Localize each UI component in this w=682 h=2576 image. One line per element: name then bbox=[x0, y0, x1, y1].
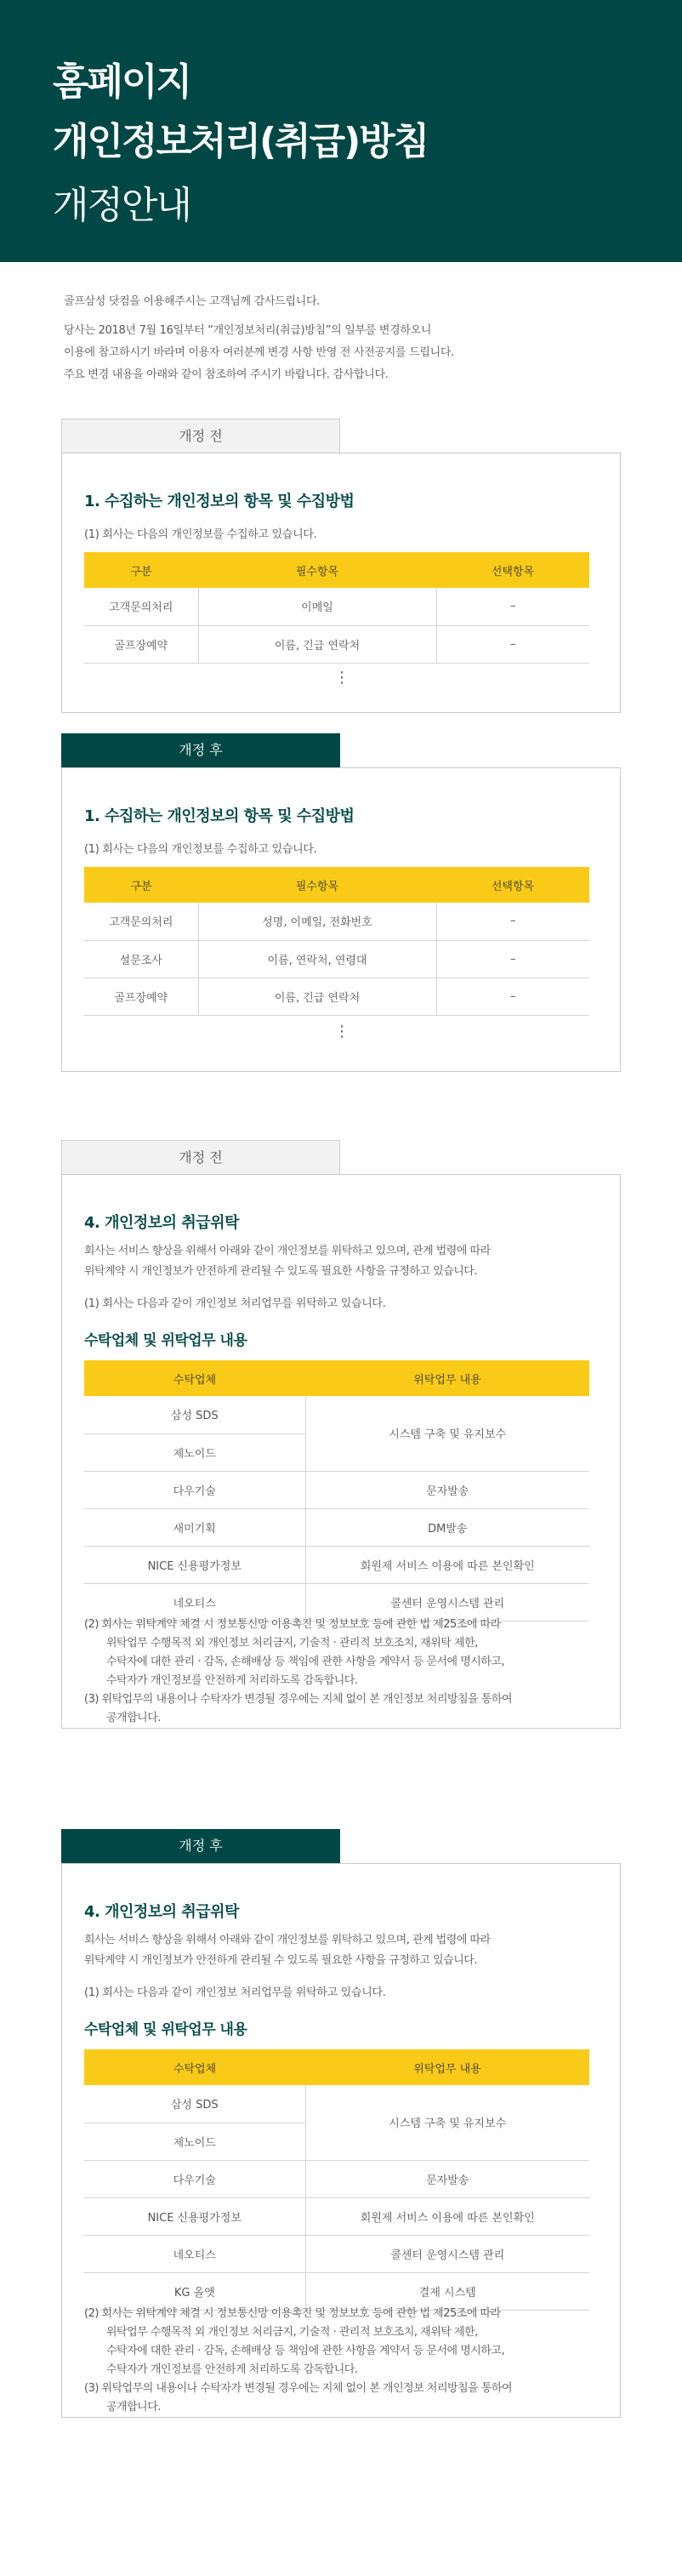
note-line: 공개합니다. bbox=[106, 1712, 161, 1724]
paragraph-line: 위탁계약 시 개인정보가 안전하게 관리될 수 있도록 필요한 사항을 규정하고 있습니다. bbox=[84, 1265, 477, 1278]
table-cell: 다우기술 bbox=[84, 1471, 305, 1508]
section1-after-box bbox=[61, 767, 621, 1072]
table-header: 구분 bbox=[84, 867, 198, 903]
note-line: 공개합니다. bbox=[106, 2401, 161, 2414]
intro-line: 이용에 참고하시기 바라며 이용자 여러분께 변경 사항 반영 전 사전공지를 드립니다. bbox=[64, 346, 454, 359]
table-cell: 다우기술 bbox=[84, 2160, 305, 2197]
table-row bbox=[84, 1546, 589, 1583]
ellipsis: ⋮ bbox=[334, 1023, 350, 1040]
entrust-table-after bbox=[84, 2049, 589, 2311]
table-header: 구분 bbox=[84, 552, 198, 588]
note-line: (3) 위탁업무의 내용이나 수탁자가 변경될 경우에는 지체 없이 본 개인정보 처리방침을 통하여 bbox=[84, 1693, 513, 1706]
note-line: 수탁자가 개인정보를 안전하게 처리하도록 감독합니다. bbox=[106, 1674, 358, 1687]
table-row bbox=[84, 588, 589, 625]
section4-after-box bbox=[61, 1863, 621, 2418]
table-cell: 문자발송 bbox=[305, 1471, 589, 1508]
note-line: 위탁업무 수행목적 외 개인정보 처리금지, 기술적 · 관리적 보호조치, 재위탁 제한, bbox=[106, 1637, 478, 1650]
table-header: 필수항목 bbox=[198, 867, 436, 903]
section-title: 1. 수집하는 개인정보의 항목 및 수집방법 bbox=[84, 807, 355, 825]
table-cell: 결제 시스템 bbox=[305, 2272, 589, 2310]
table-cell: 문자발송 bbox=[305, 2160, 589, 2197]
entrust-table-before bbox=[84, 1360, 589, 1621]
table-title: 수탁업체 및 위탁업무 내용 bbox=[84, 2021, 247, 2038]
after-label-tab: 개정 후 bbox=[61, 1829, 340, 1863]
table-cell: 네오티스 bbox=[84, 1583, 305, 1621]
header-title-line2: 개인정보처리(취급)방침 bbox=[53, 120, 429, 163]
table-row bbox=[84, 1508, 589, 1546]
table-cell: – bbox=[436, 588, 589, 625]
table-cell: NICE 신용평가정보 bbox=[84, 2197, 305, 2235]
note-3 bbox=[84, 1690, 594, 1728]
table-cell: 시스템 구축 및 유지보수 bbox=[305, 1396, 589, 1471]
intro-line: 당사는 2018년 7월 16일부터 “개인정보처리(취급)방침”의 일부를 변경하오니 bbox=[64, 324, 432, 337]
table-cell: 시스템 구축 및 유지보수 bbox=[305, 2085, 589, 2160]
paragraph-line: 위탁계약 시 개인정보가 안전하게 관리될 수 있도록 필요한 사항을 규정하고 있습니다. bbox=[84, 1954, 477, 1967]
section-subtitle: (1) 회사는 다음의 개인정보를 수집하고 있습니다. bbox=[84, 528, 317, 541]
table-header: 위탁업무 내용 bbox=[305, 1360, 589, 1396]
table-cell: – bbox=[436, 903, 589, 940]
table-cell: 제노이드 bbox=[84, 1433, 305, 1471]
before-label-tab: 개정 전 bbox=[61, 1140, 340, 1174]
after-label-tab: 개정 후 bbox=[61, 733, 340, 767]
table-row bbox=[84, 2235, 589, 2272]
note-line: 수탁자에 대한 관리 · 감독, 손해배상 등 책임에 관한 사항을 계약서 등 문서에 명시하고, bbox=[106, 2345, 505, 2357]
ellipsis: ⋮ bbox=[334, 669, 350, 687]
table-cell: 회원제 서비스 이용에 따른 본인확인 bbox=[305, 2197, 589, 2235]
collect-table-before bbox=[84, 552, 589, 664]
table-cell: 삼성 SDS bbox=[84, 2085, 305, 2123]
section4-before-box bbox=[61, 1174, 621, 1729]
header-title-line3: 개정안내 bbox=[53, 184, 191, 227]
table-row bbox=[84, 1396, 589, 1433]
section-title: 4. 개인정보의 취급위탁 bbox=[84, 1903, 239, 1921]
header-title-line1: 홈페이지 bbox=[53, 60, 191, 104]
table-header: 위탁업무 내용 bbox=[305, 2049, 589, 2085]
table-header: 선택항목 bbox=[436, 867, 589, 903]
section-paragraph bbox=[84, 1241, 594, 1282]
collect-table-after bbox=[84, 867, 589, 1016]
table-cell: 이메일 bbox=[198, 588, 436, 625]
table-cell: NICE 신용평가정보 bbox=[84, 1546, 305, 1583]
table-cell: 삼성 SDS bbox=[84, 1396, 305, 1433]
table-cell: 골프장예약 bbox=[84, 977, 198, 1015]
table-cell: 이름, 긴급 연락처 bbox=[198, 977, 436, 1015]
table-header: 필수항목 bbox=[198, 552, 436, 588]
table-cell: – bbox=[436, 625, 589, 663]
note-2 bbox=[84, 1616, 594, 1690]
table-cell: 골프장예약 bbox=[84, 625, 198, 663]
table-row bbox=[84, 903, 589, 940]
section-subtitle: (1) 회사는 다음과 같이 개인정보 처리업무를 위탁하고 있습니다. bbox=[84, 1297, 386, 1310]
table-header: 수탁업체 bbox=[84, 2049, 305, 2085]
note-2 bbox=[84, 2305, 594, 2379]
intro-greeting: 골프삼성 닷컴을 이용해주시는 고객님께 감사드립니다. bbox=[64, 295, 321, 308]
table-cell: 고객문의처리 bbox=[84, 588, 198, 625]
table-cell: – bbox=[436, 940, 589, 977]
table-row bbox=[84, 2160, 589, 2197]
note-line: (2) 회사는 위탁계약 체결 시 정보통신망 이용촉진 및 정보보호 등에 관한 법 제25조에 따라 bbox=[84, 1618, 501, 1631]
paragraph-line: 회사는 서비스 향상을 위해서 아래와 같이 개인정보를 위탁하고 있으며, 관계 법령에 따라 bbox=[84, 1245, 491, 1257]
table-cell: 이름, 긴급 연락처 bbox=[198, 625, 436, 663]
section-paragraph bbox=[84, 1930, 594, 1971]
section-subtitle: (1) 회사는 다음과 같이 개인정보 처리업무를 위탁하고 있습니다. bbox=[84, 1986, 386, 1999]
note-line: 수탁자에 대한 관리 · 감독, 손해배상 등 책임에 관한 사항을 계약서 등 문서에 명시하고, bbox=[106, 1656, 505, 1668]
table-row bbox=[84, 2197, 589, 2235]
table-title: 수탁업체 및 위탁업무 내용 bbox=[84, 1332, 247, 1349]
note-line: 위탁업무 수행목적 외 개인정보 처리금지, 기술적 · 관리적 보호조치, 재위탁 제한, bbox=[106, 2326, 478, 2339]
note-line: (3) 위탁업무의 내용이나 수탁자가 변경될 경우에는 지체 없이 본 개인정보 처리방침을 통하여 bbox=[84, 2382, 513, 2395]
table-cell: KG 올앳 bbox=[84, 2272, 305, 2310]
table-cell: 회원제 서비스 이용에 따른 본인확인 bbox=[305, 1546, 589, 1583]
table-header: 수탁업체 bbox=[84, 1360, 305, 1396]
before-label-tab: 개정 전 bbox=[61, 419, 340, 453]
table-cell: 제노이드 bbox=[84, 2123, 305, 2160]
note-line: 수탁자가 개인정보를 안전하게 처리하도록 감독합니다. bbox=[106, 2363, 358, 2376]
section-title: 4. 개인정보의 취급위탁 bbox=[84, 1214, 239, 1232]
note-3 bbox=[84, 2379, 594, 2417]
table-cell: 성명, 이메일, 전화번호 bbox=[198, 903, 436, 940]
table-cell: 콜센터 운영시스템 관리 bbox=[305, 1583, 589, 1621]
note-line: (2) 회사는 위탁계약 체결 시 정보통신망 이용촉진 및 정보보호 등에 관한 법 제25조에 따라 bbox=[84, 2307, 501, 2320]
table-cell: 콜센터 운영시스템 관리 bbox=[305, 2235, 589, 2272]
table-header: 선택항목 bbox=[436, 552, 589, 588]
section-subtitle: (1) 회사는 다음의 개인정보를 수집하고 있습니다. bbox=[84, 843, 317, 856]
table-cell: – bbox=[436, 977, 589, 1015]
table-cell: 새미기획 bbox=[84, 1508, 305, 1546]
table-row bbox=[84, 940, 589, 977]
table-cell: 고객문의처리 bbox=[84, 903, 198, 940]
section-title: 1. 수집하는 개인정보의 항목 및 수집방법 bbox=[84, 493, 355, 510]
intro-line: 주요 변경 내용을 아래와 같이 참조하여 주시기 바랍니다. 감사합니다. bbox=[64, 368, 389, 381]
intro-text bbox=[64, 291, 625, 386]
table-row bbox=[84, 2085, 589, 2123]
table-cell: 이름, 연락처, 연령대 bbox=[198, 940, 436, 977]
page-header bbox=[0, 0, 682, 262]
table-row bbox=[84, 977, 589, 1015]
section1-before-box bbox=[61, 453, 621, 713]
paragraph-line: 회사는 서비스 향상을 위해서 아래와 같이 개인정보를 위탁하고 있으며, 관계 법령에 따라 bbox=[84, 1934, 491, 1946]
table-cell: 네오티스 bbox=[84, 2235, 305, 2272]
table-row bbox=[84, 625, 589, 663]
table-cell: DM발송 bbox=[305, 1508, 589, 1546]
table-cell: 설문조사 bbox=[84, 940, 198, 977]
table-row bbox=[84, 1471, 589, 1508]
